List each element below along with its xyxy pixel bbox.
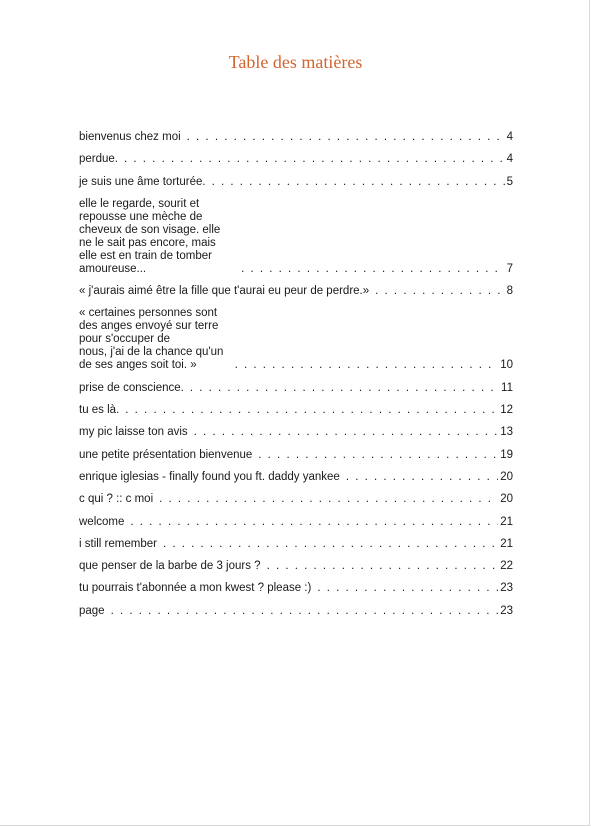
dot-leader (124, 516, 498, 529)
toc-entry-page-number: 5 (506, 175, 513, 188)
dot-leader (340, 471, 498, 484)
dot-leader (261, 560, 499, 573)
toc-entry-page-number: 11 (501, 381, 513, 394)
toc-entry-title: je suis une âme torturée. (79, 175, 206, 188)
dot-leader (188, 426, 499, 439)
toc-entry-page-number: 19 (500, 448, 513, 461)
toc-entry-title: que penser de la barbe de 3 jours ? (79, 560, 261, 573)
toc-entry-page-number: 4 (506, 153, 513, 166)
toc-entry-page-number: 22 (500, 560, 513, 573)
dot-leader (119, 404, 498, 417)
toc-entry[interactable] (79, 382, 513, 395)
toc-entry[interactable] (79, 153, 513, 166)
toc-entry-title: i still remember (79, 537, 157, 550)
toc-entry-title: tu es là. (79, 404, 120, 417)
page-title: Table des matières (228, 52, 363, 72)
toc-entry-title: tu pourrais t'abonnée a mon kwest ? please :) (79, 582, 312, 595)
dot-leader (311, 582, 498, 595)
toc-entry-title: my pic laisse ton avis (79, 426, 188, 439)
table-of-contents (79, 131, 513, 627)
toc-entry-title: perdue. (79, 153, 119, 166)
dot-leader (181, 131, 505, 144)
toc-entry[interactable] (79, 198, 513, 276)
toc-entry[interactable] (79, 516, 513, 529)
toc-entry-page-number: 20 (500, 493, 513, 506)
toc-entry-page-number: 23 (500, 604, 513, 617)
toc-entry-page-number: 4 (506, 131, 513, 143)
toc-entry[interactable] (79, 131, 513, 144)
dot-leader (157, 538, 498, 551)
dot-leader (105, 605, 499, 618)
toc-entry[interactable] (79, 404, 513, 417)
toc-entry-page-number: 10 (500, 359, 513, 372)
toc-entry-page-number: 23 (500, 582, 513, 595)
toc-entry-page-number: 7 (506, 262, 513, 275)
toc-entry[interactable] (79, 538, 513, 551)
toc-entry-title: enrique iglesias - finally found you ft. daddy yankee (79, 470, 340, 483)
toc-entry-title: welcome (79, 515, 125, 528)
toc-entry[interactable] (79, 285, 513, 298)
dot-leader (118, 153, 505, 166)
toc-entry[interactable] (79, 493, 513, 506)
toc-entry-title: une petite présentation bienvenue (79, 448, 253, 461)
dot-leader (235, 263, 505, 276)
toc-entry-title: c qui ? :: c moi (79, 493, 154, 506)
toc-entry[interactable] (79, 605, 513, 618)
toc-entry-page-number: 8 (506, 285, 513, 298)
toc-entry[interactable] (79, 307, 513, 372)
toc-entry-page-number: 20 (500, 470, 513, 483)
dot-leader (153, 493, 498, 506)
toc-entry[interactable] (79, 426, 513, 439)
dot-leader (369, 285, 504, 298)
toc-entry-title: bienvenus chez moi (79, 131, 181, 143)
dot-leader (206, 176, 505, 189)
toc-entry-title: prise de conscience. (79, 381, 184, 394)
toc-entry-page-number: 21 (500, 515, 513, 528)
toc-entry-page-number: 12 (500, 404, 513, 417)
toc-entry[interactable] (79, 471, 513, 484)
dot-leader (229, 359, 499, 372)
toc-entry[interactable] (79, 449, 513, 462)
toc-entry-title: « j'aurais aimé être la fille que t'aurai eu peur de perdre.» (79, 285, 370, 298)
toc-entry-page-number: 21 (500, 537, 513, 550)
toc-entry-title: page (79, 604, 105, 617)
dot-leader (252, 449, 498, 462)
toc-entry[interactable] (79, 176, 513, 189)
toc-entry[interactable] (79, 582, 513, 595)
toc-entry-title: elle le regarde, sourit et repousse une mèche de cheveux de son visage. elle ne le sait pas encore, mais elle est en train de tomber amoureuse... (79, 197, 221, 275)
toc-entry-title: « certaines personnes sont des anges envoyé sur terre pour s'occuper de nous, j'ai de la chance qu'un de ses anges soit toi. » (79, 307, 224, 372)
toc-entry-page-number: 13 (500, 426, 513, 439)
dot-leader (184, 382, 499, 395)
toc-entry[interactable] (79, 560, 513, 573)
